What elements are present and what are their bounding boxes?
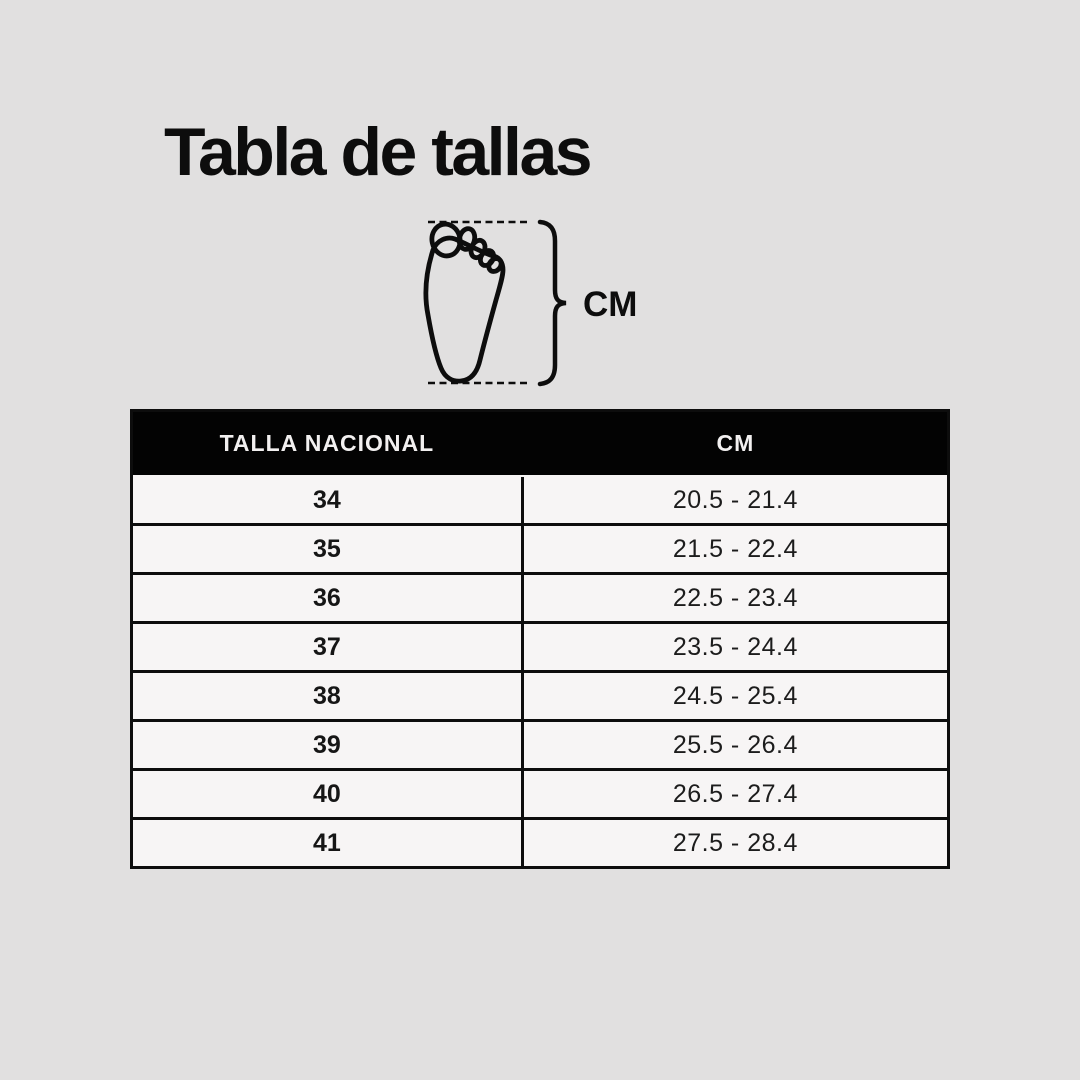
table-row [133,719,947,768]
size-cell: 39 [133,722,524,768]
size-cell: 40 [133,771,524,817]
foot-sole-icon [426,221,504,381]
cm-cell: 25.5 - 26.4 [672,730,798,759]
size-table-body [133,477,947,866]
size-table-header [133,412,947,477]
header-talla-nacional: TALLA NACIONAL [133,430,524,457]
table-row [133,523,947,572]
size-cell: 34 [133,477,524,523]
unit-label: CM [583,285,638,324]
size-cell: 41 [133,820,524,866]
cm-cell: 20.5 - 21.4 [672,485,798,514]
table-row [133,670,947,719]
table-row [133,572,947,621]
cm-cell: 26.5 - 27.4 [672,779,798,808]
measure-brace-icon [540,222,566,384]
table-row [133,621,947,670]
table-row [133,477,947,523]
header-cm: CM [716,430,755,456]
page-title: Tabla de tallas [164,114,591,190]
size-cell: 37 [133,624,524,670]
table-row [133,817,947,866]
table-row [133,768,947,817]
cm-cell: 24.5 - 25.4 [672,681,798,710]
cm-cell: 21.5 - 22.4 [672,534,798,563]
cm-cell: 23.5 - 24.4 [672,632,798,661]
size-table [130,409,950,869]
size-cell: 36 [133,575,524,621]
size-cell: 35 [133,526,524,572]
cm-cell: 22.5 - 23.4 [672,583,798,612]
size-cell: 38 [133,673,524,719]
foot-measure-diagram [415,210,650,395]
cm-cell: 27.5 - 28.4 [672,828,798,857]
